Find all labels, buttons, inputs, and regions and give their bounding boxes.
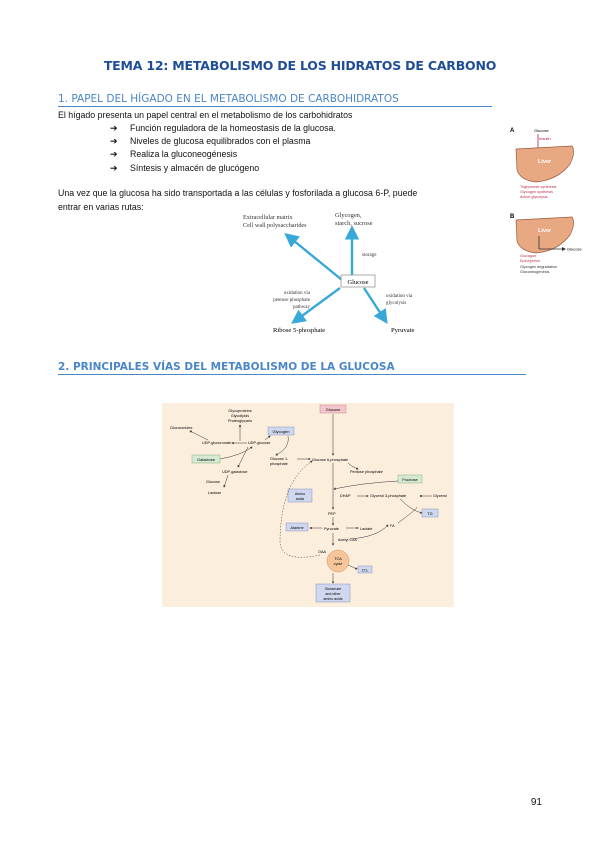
- bullet-list: [110, 122, 336, 175]
- panel-a-glucose: Glucose: [534, 128, 549, 133]
- glycolysis-caption: oxidation via: [386, 294, 413, 299]
- extracellular-matrix-label: Extracellular matrix: [243, 214, 293, 221]
- storage-label: storage: [362, 253, 377, 258]
- glycolipids-label: Glycolipids: [230, 414, 250, 418]
- pyruvate-label: Pyruvate: [391, 327, 415, 334]
- section-1-intro: El hígado presenta un papel central en el metabolismo de los carbohidratos: [58, 110, 353, 120]
- co2-label: CO₂: [361, 568, 369, 573]
- tca-label: TCA: [334, 557, 342, 561]
- liver-regulation-figure: [508, 122, 588, 282]
- panel-b-hormone: Glucagon: [520, 254, 537, 258]
- right-arrow-icon: ➔: [110, 162, 118, 173]
- glycoproteins-label: Glycoproteins: [228, 409, 252, 413]
- tg-label: TG: [427, 511, 433, 516]
- glycogen-label: Glycogen,: [335, 212, 362, 219]
- panel-b-hormone: Epinephrine: [520, 259, 541, 263]
- routes-paragraph-line2: entrar en varias rutas:: [58, 202, 144, 212]
- page-number: 91: [530, 797, 542, 808]
- panel-a-note: Glycogen synthesis: [520, 190, 553, 194]
- amino-acids-label: acids: [295, 497, 305, 501]
- ppp-caption: oxidation via: [283, 291, 310, 296]
- glucose-1p-label: phosphate: [270, 462, 288, 466]
- glutamate-label: and other: [325, 592, 341, 596]
- glycolysis-arrow: [364, 288, 385, 320]
- glycolysis-caption: glycolysis: [386, 301, 407, 306]
- amino-acids-label: Amino: [294, 492, 306, 496]
- ribose-5p-label: Ribose 5-phosphate: [273, 327, 326, 334]
- panel-b-letter: B: [510, 214, 515, 220]
- starch-sucrose-label: starch, sucrose: [335, 220, 373, 227]
- lactose-label: Lactose: [208, 491, 222, 495]
- list-item: ➔ Función reguladora de la homeostasis de la glucosa.: [110, 122, 336, 135]
- glucose-pathway-figure: [162, 403, 454, 607]
- tca-cycle-circle: [327, 550, 349, 572]
- panel-b-note: Gluconeogenesis: [520, 270, 550, 274]
- fa-label: FA: [390, 524, 395, 528]
- udp-glucose-label: UDP-glucose: [248, 441, 271, 445]
- glucose-center-label: Glucose: [347, 279, 369, 286]
- lactate-label: Lactate: [360, 527, 373, 531]
- matrix-arrow: [288, 236, 342, 280]
- glucose-1p-label: Glucose 1-: [270, 457, 289, 461]
- cell-wall-label: Cell wall polysaccharides: [243, 222, 307, 229]
- ppp-caption: pentose phosphate: [273, 298, 310, 303]
- panel-b-note: Glycogen degradation: [520, 265, 558, 269]
- oaa-label: OAA: [318, 550, 327, 554]
- glutamate-label: amino acids: [323, 597, 343, 601]
- glycogen-label: Glycogen: [272, 429, 290, 434]
- acetyl-coa-label: Acetyl CoA: [338, 538, 357, 542]
- glycerol-label: Glycerol: [433, 494, 447, 498]
- panel-b-glucose: Glucose: [567, 246, 582, 252]
- udp-glucuronate-label: UDP-glucuronate: [202, 441, 232, 445]
- pentose-phosphate-label: Pentose phosphate: [350, 470, 383, 474]
- right-arrow-icon: ➔: [110, 123, 118, 133]
- alanine-label: Alanine: [290, 525, 304, 530]
- glucose-routes-diagram: [240, 208, 460, 340]
- right-arrow-icon: ➔: [110, 136, 118, 147]
- section-2-heading: 2. PRINCIPALES VÍAS DEL METABOLISMO DE LA GLUCOSA: [58, 361, 526, 375]
- dhap-label: DHAP: [340, 494, 351, 498]
- liver-b-shape: [516, 217, 574, 253]
- pathway-background: [162, 403, 454, 607]
- glucose-6p-label: Glucose 6-phosphate: [312, 458, 349, 462]
- list-item: ➔ Niveles de glucosa equilibrados con el plasma: [110, 135, 336, 148]
- panel-a-organ: Liver: [538, 159, 552, 165]
- panel-a-insulin: Insulin: [539, 136, 551, 141]
- galactose-label: Galactose: [196, 457, 216, 462]
- glycerol-3p-label: Glycerol 3-phosphate: [370, 494, 407, 498]
- glucuronides-label: Glucuronides: [170, 426, 193, 430]
- tca-label: cycle: [333, 562, 343, 566]
- glucose-left-label: Glucose: [206, 480, 220, 484]
- routes-paragraph-line1: Una vez que la glucosa ha sido transportada a las células y fosforilada a glucosa 6-P, puede: [58, 188, 418, 198]
- fructose-label: Fructose: [402, 477, 418, 482]
- glutamate-label: Glutamate: [324, 587, 342, 591]
- panel-a-letter: A: [510, 128, 515, 134]
- panel-a-note: Triglyceride synthesis: [520, 185, 557, 189]
- glucose-top-label: Glucose: [325, 407, 341, 412]
- page-title: TEMA 12: METABOLISMO DE LOS HIDRATOS DE CARBONO: [103, 58, 497, 73]
- section-1-heading: 1. PAPEL DEL HÍGADO EN EL METABOLISMO DE CARBOHIDRATOS: [58, 93, 492, 107]
- list-item: ➔ Realiza la gluconeogénesis: [110, 148, 336, 161]
- proteoglycans-label: Proteoglycans: [227, 419, 253, 423]
- right-arrow-icon: ➔: [110, 149, 118, 160]
- panel-a-note: Active glycolysis: [520, 195, 548, 199]
- panel-b-organ: Liver: [538, 228, 552, 234]
- pyruvate-label: Pyruvate: [324, 527, 339, 531]
- udp-galactose-label: UDP-galactose: [222, 470, 248, 474]
- pep-label: PEP: [328, 512, 336, 516]
- list-item: ➔ Síntesis y almacén de glucógeno: [110, 162, 336, 175]
- ppp-caption: pathway: [293, 305, 310, 310]
